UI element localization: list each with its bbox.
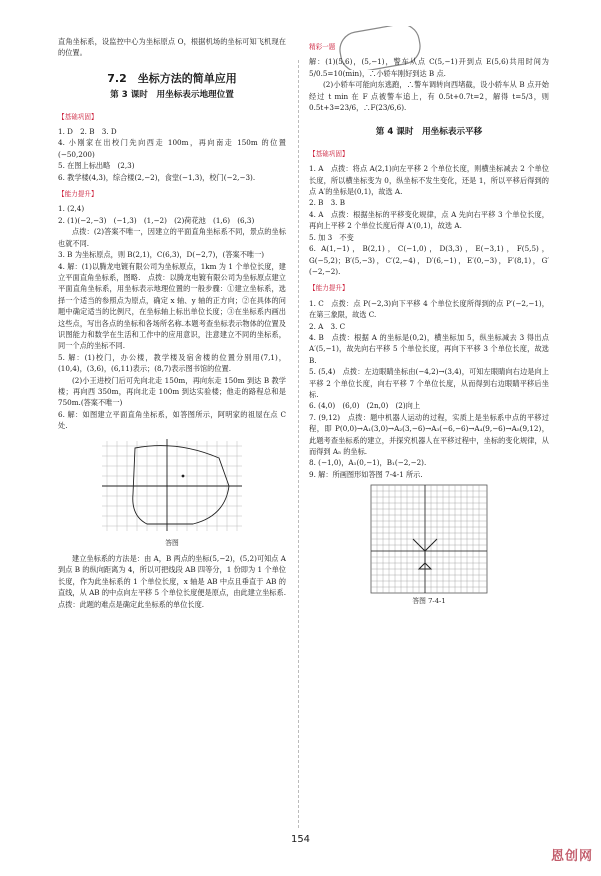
lesson-title-3: 第 3 课时 用坐标表示地理位置: [110, 90, 234, 101]
right-figure-caption: 答图 7-4-1: [412, 597, 446, 606]
ability-answer: 7. (9,12) 点拨：题中机器人运动的过程，实质上是坐标系中点的平移过程，即 P(0,0)→A₁(3,0)→A₂(3,−6)→A₃(−6,−6)→A₄(9,−6)→A₅(9,12)，此题考查坐标系的建立，并探究机器人在平移过程中，坐标的变化规律，从而得到 A₅ 的坐标.: [309, 412, 549, 456]
ability-answer: 9. 解：所画图形如答图 7-4-1 所示.: [309, 469, 423, 479]
intro-paragraph: 直角坐标系，设监控中心为坐标原点 O，根据机场的坐标可知飞机现在的位置。: [58, 37, 286, 58]
tag-ability-left: 【能力提升】: [58, 190, 98, 199]
right-column: [309, 36, 549, 612]
tag-basic-right: 【基础巩固】: [309, 149, 349, 158]
basic-answer: 5. 加 3 不变: [309, 232, 354, 242]
basic-answer: 4. 小刚家在出校门先向西走 100m，再向南走 150m 的位置 (−50,200): [58, 138, 294, 159]
ability-answer: 8. (−1,0)，A₁(0,−1)，B₁(−2,−2).: [309, 458, 427, 468]
lesson-title-4: 第 4 课时 用坐标表示平移: [375, 127, 483, 138]
coordinate-map-figure: [97, 436, 247, 536]
section-title: 7.2 坐标方法的简单应用: [107, 71, 237, 85]
ability-answer: 5. 解：(1)校门，办公楼，教学楼及宿舍楼的位置分别用(7,1)，(10,4)，(3,6)，(6,11)表示；(8,7)表示图书馆的位置.: [58, 352, 286, 374]
ability-answer: (2)小王进校门后可先向北走 150m，再向东走 150m 到达 B 教学楼；再向西 350m，再向北走 100m 到达实验楼；他走的路程总和是 750m.(答案不唯一): [58, 375, 286, 408]
ability-answer: 1. (2,4): [58, 204, 85, 214]
figure-explanation: 建立坐标系的方法是：由 A，B 两点的坐标(5,−2)，(5,2)可知点 A 到点 B 的纵向距离为 4，所以可把线段 AB 四等分，1 份即为 1 个单位长度，作为此坐标系的 1 个单位长度，x 轴是 AB 中点且垂直于 AB 的直线，从 AB 的中点向左平移 5 个单位长度便是原点，由此建立坐标系. 点拨：此题的难点是确定此坐标系的单位长度.: [58, 554, 294, 609]
basic-answer: 1. D 2. B 3. D: [58, 127, 117, 137]
basic-answer: 2. B 3. B: [309, 198, 346, 208]
basic-answer: 6. A(1,−1)，B(2,1)，C(−1,0)，D(3,3)，E(−3,1)，F(5,5)，G(−5,2)；B′(5,−3)，C′(2,−4)，D′(6,−1)，E′(0,−3)，F′(8,1)，G′(−2,−2).: [309, 244, 549, 276]
watermark-logo: 恩创网: [550, 849, 593, 864]
basic-answer: 5. 在图上标出略 (2,3): [58, 161, 135, 171]
basic-answer: 4. A 点拨：根据坐标的平移变化规律，点 A 先向右平移 3 个单位长度，再向上平移 2 个单位长度后得 A′(0,1)，故选 A.: [309, 209, 549, 231]
extend-answer: (2)小轿车可能向东逃跑，∴警车调转向西堵截，设小轿车从 B 点开始经过 t min 在 F 点被警车追上，有 0.5t+0.7t=2，解得 t=5/3，则 0.5t+3=23/6，∴F(23/6,6).: [309, 80, 549, 113]
translation-grid-figure: [370, 484, 488, 594]
page-number: 154: [290, 834, 311, 845]
left-figure-caption: 答图: [165, 538, 179, 547]
tag-extend: 精彩一题: [309, 43, 336, 51]
ability-answer: 1. C 点拨：点 P(−2,3)向下平移 4 个单位长度所得到的点 P′(−2,−1)，在第三象限，故选 C.: [309, 298, 549, 320]
ability-answer: 6. 解：如图建立平面直角坐标系，如答图所示，阿明家的祖屋在点 C 处.: [58, 409, 286, 431]
left-column: [58, 36, 294, 610]
ability-answer: 2. A 3. C: [309, 321, 346, 331]
basic-answer: 6. 教学楼(4,3)，综合楼(2,−2)，食堂(−1,3)，校门(−2,−3).: [58, 172, 256, 182]
ability-answer: 4. B 点拨：根据 A 的坐标是(0,2)，横坐标加 5，纵坐标减去 3 得出点 A′(5,−1)，故先向右平移 5 个单位长度，再向下平移 3 个单位长度，故选 B.: [309, 332, 549, 365]
extend-answer: 解：(1)(5,6)，(5,−1)，警车从点 C(5,−1)开到点 E(5,6)共用时间为 5/0.5=10(min)，∴小轿车刚好到达 B 点.: [309, 57, 549, 78]
tag-ability-right: 【能力提升】: [309, 284, 349, 293]
basic-answer: 1. A 点拨：将点 A(2,1)向左平移 2 个单位长度，则横坐标减去 2 个单位长度，所以横坐标变为 0，纵坐标不发生变化，还是 1，所以平移后得到的点 A′的坐标是(0,1)，故选 A.: [309, 164, 549, 197]
ability-answer: 2. (1)(−2,−3) (−1,3) (1,−2) (2)荷花池 (1,6) (6,3): [58, 215, 255, 225]
ability-answer: 5. (5,4) 点拨：左边眼睛坐标由(−4,2)→(3,4)，可知左眼睛向右边是向上平移 2 个单位长度，向右平移 7 个单位长度，从而得到右边眼睛平移后坐标.: [309, 367, 549, 399]
tag-basic-left: 【基础巩固】: [58, 112, 98, 121]
column-divider: [298, 60, 299, 828]
ability-answer: 6. (4,0) (6,0) (2n,0) (2)向上: [309, 401, 421, 411]
ability-answer: 3. B 为坐标原点，则 B(2,1)，C(6,3)，D(−2,7)，(答案不唯一): [58, 250, 265, 260]
ability-answer: 4. 解：(1)以腾龙电镀有限公司为坐标原点，1km 为 1 个单位长度，建立平面直角坐标系，图略. 点拨：以腾龙电镀有限公司为坐标原点建立平面直角坐标系，用坐标表示地理位置的一般步骤：①建立坐标系，选择一个适当的参照点为原点，确定 x 轴、y 轴的正方向；②在具体的问题中确定适当的比例尺，在坐标轴上标出单位长度；③在坐标系内画出这些点，写出各点的坐标和各场所名称.本题考查坐标表示物体的位置及识图能力和数学在生活和工作中的应用意识，注意建立不同的坐标系，同一个点的坐标不同.: [58, 261, 286, 351]
ability-note: 点拨：(2)答案不唯一，因建立的平面直角坐标系不同，景点的坐标也就不同.: [58, 227, 286, 248]
